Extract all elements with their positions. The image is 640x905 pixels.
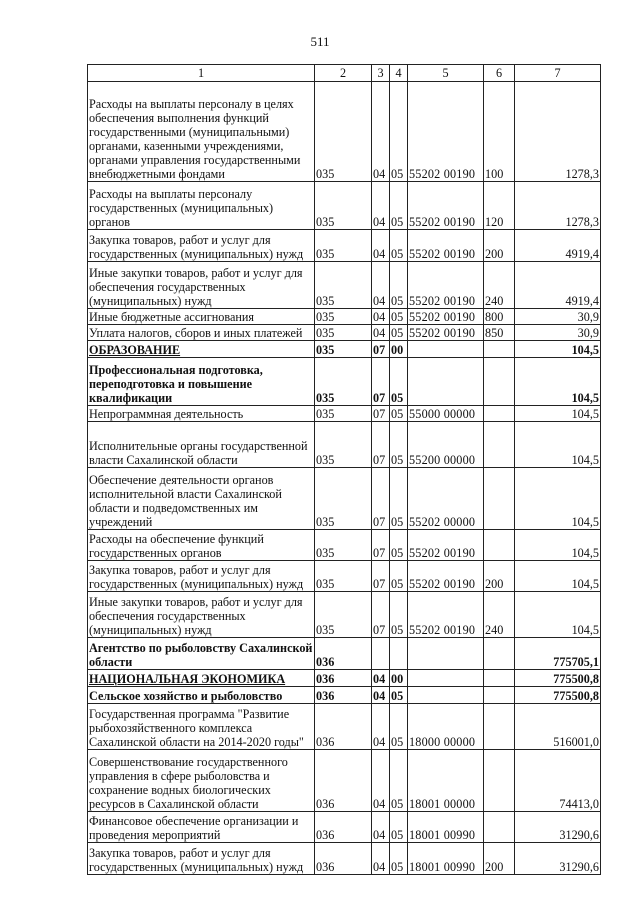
row-section: 04: [372, 230, 390, 262]
row-section: 04: [372, 687, 390, 704]
row-subsection: 05: [390, 843, 408, 875]
row-target-article: 18001 00990: [408, 843, 484, 875]
table-row: [88, 592, 601, 638]
row-grbs-code: 036: [315, 638, 372, 670]
row-target-article: [408, 638, 484, 670]
row-subsection: 00: [390, 670, 408, 687]
row-section: 04: [372, 704, 390, 750]
row-target-article: 18001 00000: [408, 750, 484, 812]
row-name: Агентство по рыболовству Сахалинской области: [88, 638, 315, 670]
row-section: 04: [372, 812, 390, 843]
row-name: Иные закупки товаров, работ и услуг для обеспечения государственных (муниципальных) нужд: [88, 262, 315, 309]
row-grbs-code: 035: [315, 561, 372, 592]
budget-table: [87, 64, 601, 875]
row-target-article: 55000 00000: [408, 406, 484, 422]
table-row: [88, 422, 601, 468]
row-amount: 30,9: [515, 325, 601, 341]
row-expense-type: 200: [484, 230, 515, 262]
row-section: 04: [372, 670, 390, 687]
row-subsection: 05: [390, 182, 408, 230]
row-target-article: [408, 358, 484, 406]
row-subsection: 05: [390, 530, 408, 561]
table-row: [88, 750, 601, 812]
row-grbs-code: 035: [315, 262, 372, 309]
row-grbs-code: 035: [315, 468, 372, 530]
table-row: [88, 561, 601, 592]
row-name: Закупка товаров, работ и услуг для государственных (муниципальных) нужд: [88, 561, 315, 592]
row-expense-type: [484, 750, 515, 812]
row-amount: 104,5: [515, 468, 601, 530]
row-grbs-code: 035: [315, 230, 372, 262]
row-name: Расходы на выплаты персоналу в целях обеспечения выполнения функций государственными (муниципальными) органами, казенными учреждениями, органами управления государственными внебюджетными фондами: [88, 82, 315, 182]
row-section: [372, 638, 390, 670]
row-target-article: 55202 00190: [408, 309, 484, 325]
row-grbs-code: 036: [315, 687, 372, 704]
row-expense-type: 100: [484, 82, 515, 182]
row-name: Финансовое обеспечение организации и проведения мероприятий: [88, 812, 315, 843]
row-subsection: 05: [390, 750, 408, 812]
row-expense-type: [484, 358, 515, 406]
row-name: Расходы на обеспечение функций государственных органов: [88, 530, 315, 561]
column-header: 3: [372, 65, 390, 82]
row-subsection: 05: [390, 422, 408, 468]
row-name: Сельское хозяйство и рыболовство: [88, 687, 315, 704]
row-section: 04: [372, 182, 390, 230]
row-section: 07: [372, 592, 390, 638]
table-row: [88, 687, 601, 704]
row-grbs-code: 035: [315, 325, 372, 341]
table-row: [88, 530, 601, 561]
row-subsection: 05: [390, 358, 408, 406]
row-subsection: 05: [390, 812, 408, 843]
row-target-article: 55202 00000: [408, 468, 484, 530]
row-section: 07: [372, 341, 390, 358]
row-amount: 1278,3: [515, 82, 601, 182]
row-grbs-code: 036: [315, 843, 372, 875]
row-amount: 104,5: [515, 561, 601, 592]
row-amount: 104,5: [515, 341, 601, 358]
row-grbs-code: 035: [315, 309, 372, 325]
table-row: [88, 638, 601, 670]
row-target-article: 55202 00190: [408, 561, 484, 592]
row-section: 04: [372, 325, 390, 341]
row-grbs-code: 036: [315, 812, 372, 843]
row-target-article: [408, 341, 484, 358]
row-expense-type: [484, 670, 515, 687]
column-header: 1: [88, 65, 315, 82]
row-target-article: 18001 00990: [408, 812, 484, 843]
row-amount: 31290,6: [515, 843, 601, 875]
row-target-article: 55202 00190: [408, 325, 484, 341]
row-name: Обеспечение деятельности органов исполнительной власти Сахалинской области и подведомственных им учреждений: [88, 468, 315, 530]
row-grbs-code: 036: [315, 670, 372, 687]
row-amount: 516001,0: [515, 704, 601, 750]
row-section: 07: [372, 561, 390, 592]
row-target-article: 55202 00190: [408, 182, 484, 230]
row-amount: 31290,6: [515, 812, 601, 843]
row-subsection: 05: [390, 704, 408, 750]
row-subsection: 05: [390, 687, 408, 704]
row-target-article: [408, 670, 484, 687]
row-target-article: 55202 00190: [408, 262, 484, 309]
row-target-article: 55202 00190: [408, 530, 484, 561]
row-section: 07: [372, 406, 390, 422]
column-header: 5: [408, 65, 484, 82]
row-expense-type: [484, 812, 515, 843]
page-number: 511: [310, 34, 330, 49]
row-expense-type: [484, 530, 515, 561]
row-target-article: 55202 00190: [408, 592, 484, 638]
row-expense-type: [484, 704, 515, 750]
row-subsection: 05: [390, 82, 408, 182]
table-row: [88, 309, 601, 325]
table-row: [88, 358, 601, 406]
row-grbs-code: 035: [315, 406, 372, 422]
table-row: [88, 230, 601, 262]
row-amount: 104,5: [515, 406, 601, 422]
row-name: ОБРАЗОВАНИЕ: [88, 341, 315, 358]
row-section: 04: [372, 82, 390, 182]
row-name: Государственная программа "Развитие рыбохозяйственного комплекса Сахалинской области на 2014-2020 годы": [88, 704, 315, 750]
row-expense-type: [484, 638, 515, 670]
row-target-article: 55200 00000: [408, 422, 484, 468]
row-expense-type: 200: [484, 843, 515, 875]
table-row: [88, 468, 601, 530]
row-section: 07: [372, 358, 390, 406]
row-name: Иные закупки товаров, работ и услуг для обеспечения государственных (муниципальных) нужд: [88, 592, 315, 638]
row-subsection: 05: [390, 592, 408, 638]
row-name: Закупка товаров, работ и услуг для государственных (муниципальных) нужд: [88, 230, 315, 262]
row-subsection: 05: [390, 309, 408, 325]
row-subsection: 00: [390, 341, 408, 358]
row-subsection: 05: [390, 230, 408, 262]
row-target-article: 55202 00190: [408, 230, 484, 262]
row-grbs-code: 035: [315, 82, 372, 182]
row-grbs-code: 036: [315, 750, 372, 812]
row-section: 04: [372, 262, 390, 309]
row-expense-type: 850: [484, 325, 515, 341]
table-row: [88, 843, 601, 875]
row-grbs-code: 035: [315, 358, 372, 406]
row-expense-type: 120: [484, 182, 515, 230]
row-section: 04: [372, 750, 390, 812]
row-amount: 104,5: [515, 358, 601, 406]
row-grbs-code: 035: [315, 530, 372, 561]
row-name: Закупка товаров, работ и услуг для государственных (муниципальных) нужд: [88, 843, 315, 875]
row-grbs-code: 035: [315, 592, 372, 638]
row-name: Исполнительные органы государственной власти Сахалинской области: [88, 422, 315, 468]
row-amount: 4919,4: [515, 262, 601, 309]
row-subsection: 05: [390, 561, 408, 592]
row-amount: 775500,8: [515, 670, 601, 687]
row-grbs-code: 035: [315, 422, 372, 468]
row-amount: 104,5: [515, 422, 601, 468]
row-expense-type: [484, 422, 515, 468]
row-name: Совершенствование государственного управления в сфере рыболовства и сохранение водных биологических ресурсов в Сахалинской области: [88, 750, 315, 812]
header-row: [88, 65, 601, 82]
row-subsection: 05: [390, 262, 408, 309]
column-header: 6: [484, 65, 515, 82]
column-header: 4: [390, 65, 408, 82]
row-name: Профессиональная подготовка, переподготовка и повышение квалификации: [88, 358, 315, 406]
row-amount: 775705,1: [515, 638, 601, 670]
row-name: Непрограммная деятельность: [88, 406, 315, 422]
row-section: 04: [372, 309, 390, 325]
row-subsection: 05: [390, 468, 408, 530]
table-row: [88, 262, 601, 309]
row-expense-type: 200: [484, 561, 515, 592]
row-amount: 74413,0: [515, 750, 601, 812]
row-expense-type: 240: [484, 592, 515, 638]
row-amount: 4919,4: [515, 230, 601, 262]
row-section: 07: [372, 422, 390, 468]
row-grbs-code: 035: [315, 182, 372, 230]
table-row: [88, 82, 601, 182]
table-row: [88, 406, 601, 422]
column-header: 7: [515, 65, 601, 82]
row-subsection: 05: [390, 325, 408, 341]
table-row: [88, 670, 601, 687]
row-section: 04: [372, 843, 390, 875]
row-expense-type: [484, 406, 515, 422]
row-amount: 104,5: [515, 530, 601, 561]
row-section: 07: [372, 468, 390, 530]
table-row: [88, 812, 601, 843]
table-row: [88, 325, 601, 341]
row-expense-type: [484, 687, 515, 704]
row-expense-type: 800: [484, 309, 515, 325]
row-expense-type: 240: [484, 262, 515, 309]
row-expense-type: [484, 341, 515, 358]
row-target-article: 18000 00000: [408, 704, 484, 750]
column-header: 2: [315, 65, 372, 82]
row-amount: 1278,3: [515, 182, 601, 230]
row-name: НАЦИОНАЛЬНАЯ ЭКОНОМИКА: [88, 670, 315, 687]
row-grbs-code: 036: [315, 704, 372, 750]
row-grbs-code: 035: [315, 341, 372, 358]
row-amount: 775500,8: [515, 687, 601, 704]
table-row: [88, 182, 601, 230]
row-name: Иные бюджетные ассигнования: [88, 309, 315, 325]
row-expense-type: [484, 468, 515, 530]
table-row: [88, 341, 601, 358]
table-row: [88, 704, 601, 750]
row-name: Уплата налогов, сборов и иных платежей: [88, 325, 315, 341]
row-amount: 30,9: [515, 309, 601, 325]
row-target-article: [408, 687, 484, 704]
row-subsection: [390, 638, 408, 670]
row-target-article: 55202 00190: [408, 82, 484, 182]
row-section: 07: [372, 530, 390, 561]
row-name: Расходы на выплаты персоналу государственных (муниципальных) органов: [88, 182, 315, 230]
row-subsection: 05: [390, 406, 408, 422]
row-amount: 104,5: [515, 592, 601, 638]
